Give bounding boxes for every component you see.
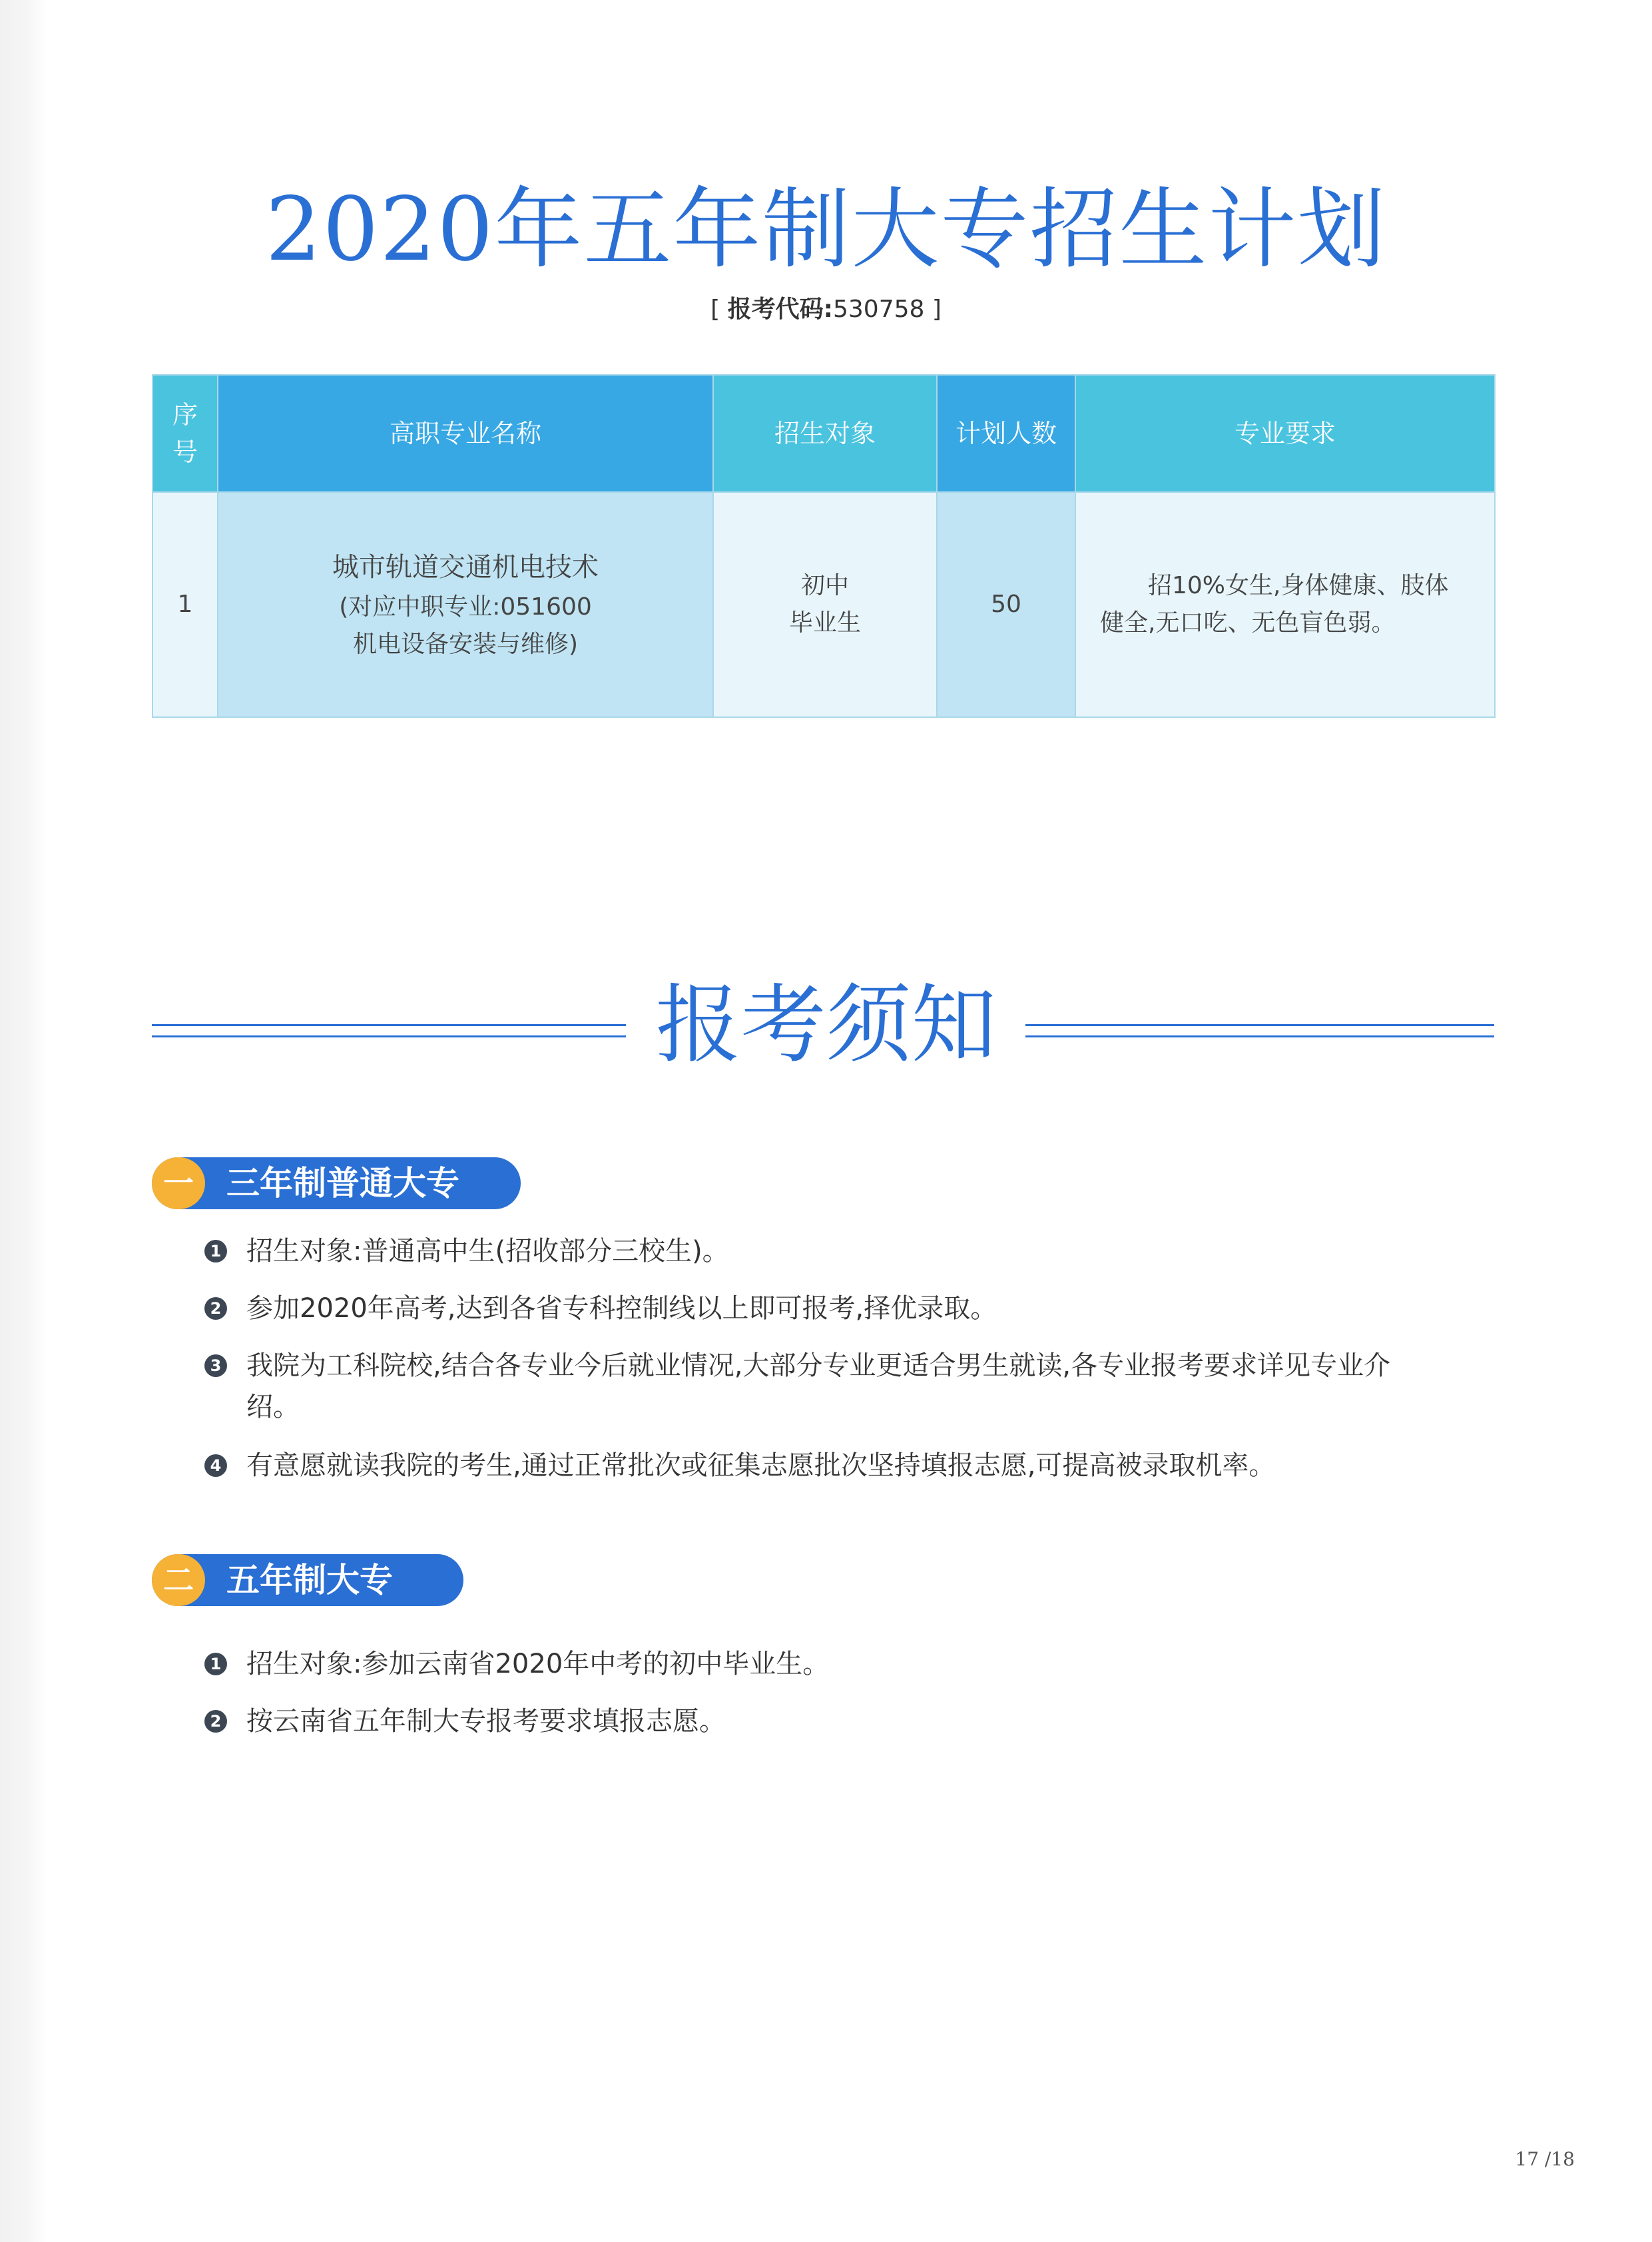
header-target: 招生对象 xyxy=(713,375,937,492)
page-title: 2020年五年制大专招生计划 xyxy=(265,178,1387,281)
bullet-number: 3 xyxy=(204,1354,227,1377)
list-item: 1 招生对象:参加云南省2020年中考的初中毕业生。 xyxy=(206,1643,1445,1685)
section-number: 一 xyxy=(152,1157,205,1209)
table-row xyxy=(152,492,1495,717)
notice-title: 报考须知 xyxy=(655,976,997,1075)
bullet-number: 1 xyxy=(204,1240,227,1262)
page-spine-shadow xyxy=(0,0,47,2242)
code-bracket-open: [ xyxy=(710,296,728,323)
list-item: 2 按云南省五年制大专报考要求填报志愿。 xyxy=(206,1701,1445,1742)
list-item: 3 我院为工科院校,结合各专业今后就业情况,大部分专业更适合男生就读,各专业报考要求详见专业介绍。 xyxy=(206,1345,1418,1428)
section-title: 五年制大专 xyxy=(226,1561,393,1599)
enrollment-plan-table xyxy=(152,374,1496,718)
list-item: 2 参加2020年高考,达到各省专科控制线以上即可报考,择优录取。 xyxy=(206,1288,1445,1329)
cell-count: 50 xyxy=(937,492,1075,717)
bullet-number: 2 xyxy=(204,1297,227,1320)
cell-major: 城市轨道交通机电技术 (对应中职专业:051600 机电设备安装与维修) xyxy=(218,492,713,717)
bullet-number: 1 xyxy=(204,1653,227,1675)
code-bracket-close: ] xyxy=(924,296,942,323)
list-item: 1 招生对象:普通高中生(招收部分三校生)。 xyxy=(206,1231,1445,1272)
section-badge-three-year xyxy=(152,1157,521,1209)
bullet-number: 2 xyxy=(204,1710,227,1733)
section-badge-five-year xyxy=(152,1554,463,1606)
cell-target: 初中 毕业生 xyxy=(713,492,937,717)
section-title: 三年制普通大专 xyxy=(226,1164,459,1203)
enrollment-code xyxy=(0,293,1652,326)
table-header-row xyxy=(152,375,1495,492)
page-number: 17 /18 xyxy=(1515,2148,1575,2170)
bullet-number: 4 xyxy=(204,1454,227,1477)
list-item: 4 有意愿就读我院的考生,通过正常批次或征集志愿批次坚持填报志愿,可提高被录取机率。 xyxy=(206,1445,1445,1486)
code-value: 530758 xyxy=(832,296,925,323)
header-count: 计划人数 xyxy=(937,375,1075,492)
section-number: 二 xyxy=(152,1554,205,1606)
cell-index: 1 xyxy=(152,492,218,717)
header-index: 序号 xyxy=(152,375,218,492)
header-requirement: 专业要求 xyxy=(1075,375,1495,492)
header-major: 高职专业名称 xyxy=(218,375,713,492)
notice-heading xyxy=(0,972,1652,1085)
cell-requirement: 招10%女生,身体健康、肢体健全,无口吃、无色盲色弱。 xyxy=(1075,492,1495,717)
code-label: 报考代码: xyxy=(727,296,833,323)
heading-rule-right xyxy=(1025,1024,1494,1037)
